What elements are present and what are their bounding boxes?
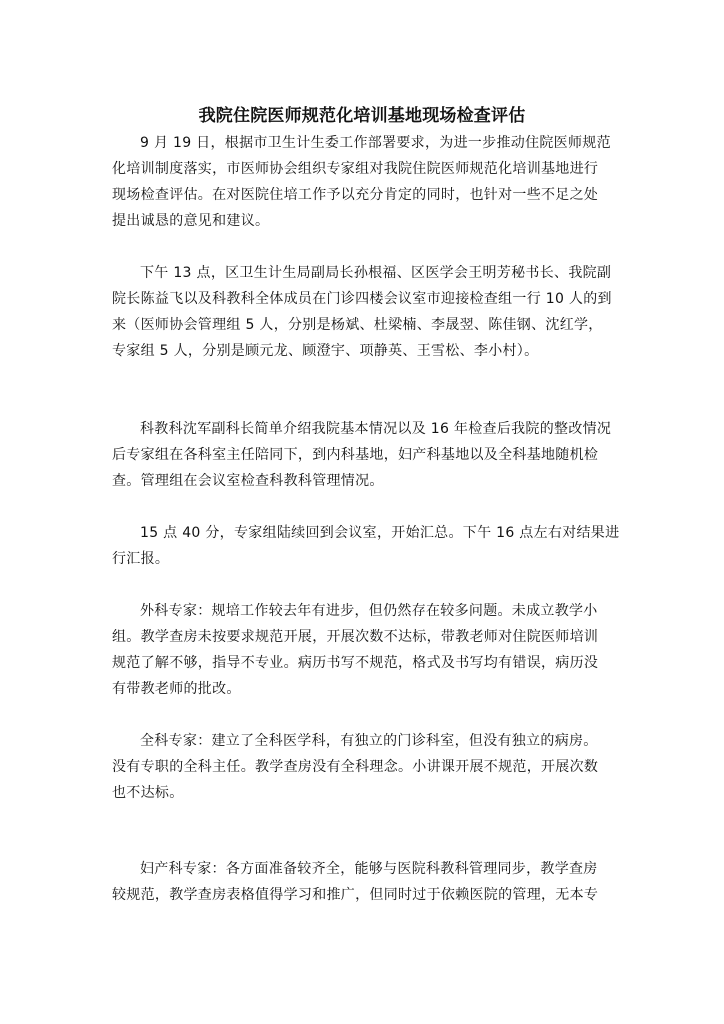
paragraph-line: 外科专家：规培工作较去年有进步，但仍然存在较多问题。未成立教学小 <box>140 603 598 619</box>
paragraph <box>112 856 612 908</box>
paragraph-line: 较规范，教学查房表格值得学习和推广，但同时过于依赖医院的管理，无本专 <box>112 887 599 903</box>
paragraph-line: 行汇报。 <box>112 551 170 567</box>
paragraph-line: 有带教老师的批改。 <box>112 681 241 697</box>
paragraph-line: 提出诚恳的意见和建议。 <box>112 213 270 229</box>
paragraph-line: 全科专家：建立了全科医学科，有独立的门诊科室，但没有独立的病房。 <box>140 733 598 749</box>
paragraph-line: 专家组 5 人，分别是顾元龙、顾澄宇、项静英、王雪松、李小村）。 <box>112 343 539 359</box>
paragraph-line: 查。管理组在会议室检查科教科管理情况。 <box>112 473 384 489</box>
paragraph-line: 规范了解不够，指导不专业。病历书写不规范，格式及书写均有错误，病历没 <box>112 655 599 671</box>
paragraph <box>112 260 612 364</box>
paragraph-line: 下午 13 点，区卫生计生局副局长孙根福、区医学会王明芳秘书长、我院副 <box>140 265 612 281</box>
paragraph-line: 现场检查评估。在对医院住培工作予以充分肯定的同时，也针对一些不足之处 <box>112 187 599 203</box>
paragraph-line: 没有专职的全科主任。教学查房没有全科理念。小讲课开展不规范，开展次数 <box>112 759 599 775</box>
paragraph-line: 组。教学查房未按要求规范开展，开展次数不达标，带教老师对住院医师培训 <box>112 629 599 645</box>
paragraph-line: 化培训制度落实，市医师协会组织专家组对我院住院医师规范化培训基地进行 <box>112 161 599 177</box>
paragraph-line: 来（医师协会管理组 5 人，分别是杨斌、杜梁楠、李晟翌、陈佳钢、沈红学， <box>112 317 603 333</box>
paragraph-line: 院长陈益飞以及科教科全体成员在门诊四楼会议室市迎接检查组一行 10 人的到 <box>112 291 612 307</box>
page-title: 我院住院医师规范化培训基地现场检查评估 <box>198 106 526 126</box>
paragraph <box>112 728 612 806</box>
paragraph <box>112 130 612 234</box>
paragraph-line: 后专家组在各科室主任陪同下，到内科基地，妇产科基地以及全科基地随机检 <box>112 447 599 463</box>
paragraph-line: 也不达标。 <box>112 785 184 801</box>
paragraph <box>112 520 620 572</box>
paragraph-line: 9 月 19 日，根据市卫生计生委工作部署要求，为进一步推动住院医师规范 <box>140 135 611 151</box>
paragraph-line: 15 点 40 分，专家组陆续回到会议室，开始汇总。下午 16 点左右对结果进 <box>140 525 620 541</box>
paragraph-line: 科教科沈军副科长简单介绍我院基本情况以及 16 年检查后我院的整改情况 <box>140 421 612 437</box>
paragraph <box>112 598 612 702</box>
paragraph <box>112 416 612 494</box>
paragraph-line: 妇产科专家：各方面准备较齐全，能够与医院科教科管理同步，教学查房 <box>140 861 598 877</box>
